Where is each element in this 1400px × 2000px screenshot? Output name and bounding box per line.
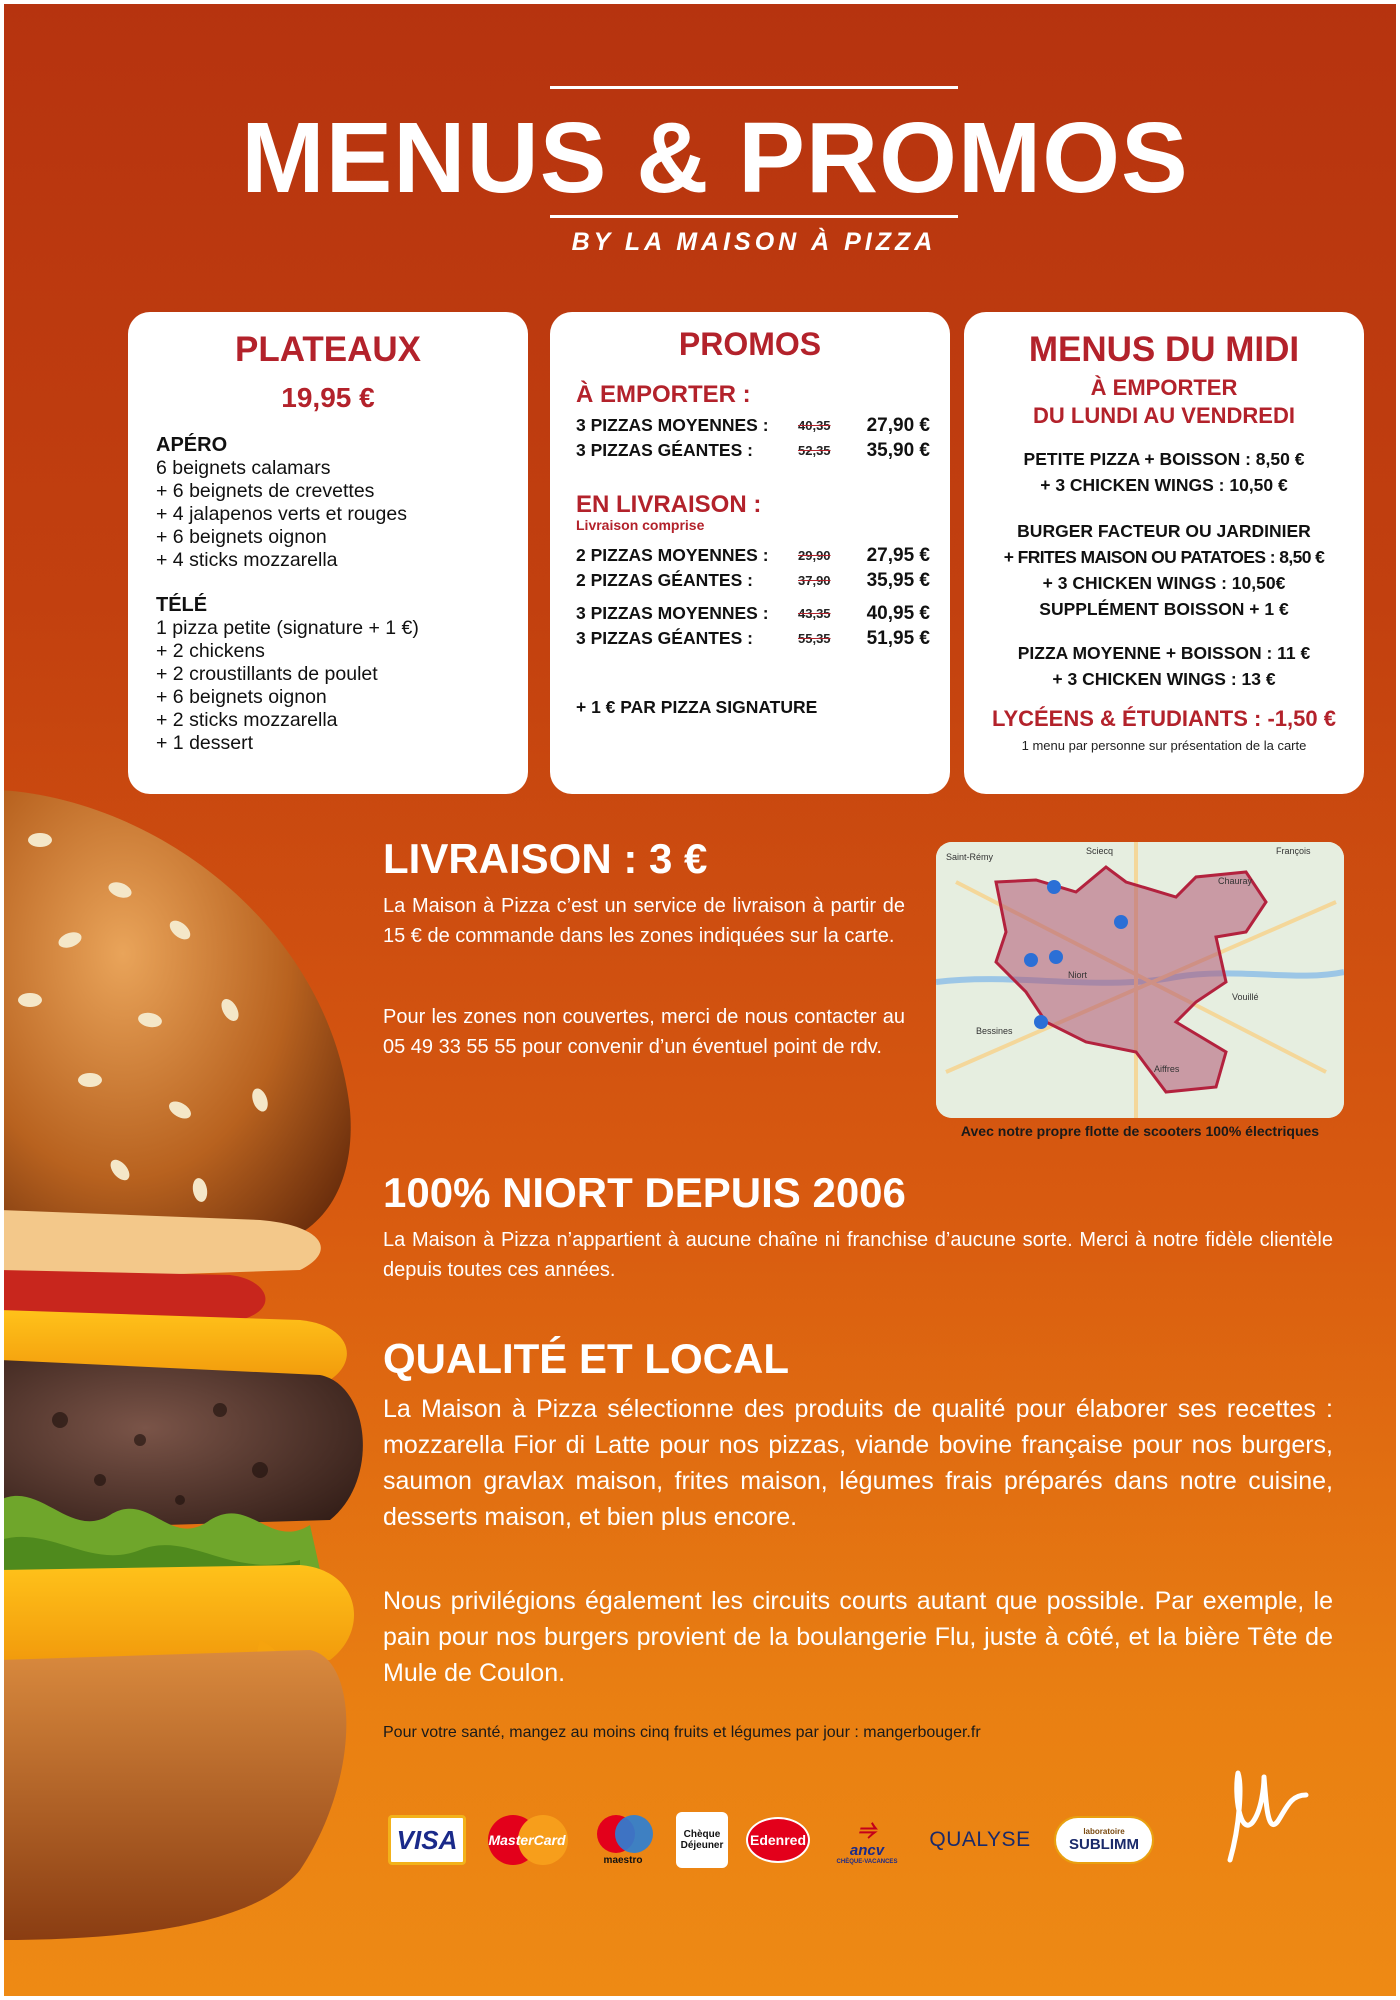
payment-logos xyxy=(388,1808,1154,1872)
promo-new-price: 40,95 € xyxy=(866,602,930,624)
promo-label: 3 PIZZAS GÉANTES : xyxy=(576,440,753,460)
edenred-logo xyxy=(746,1817,810,1863)
promo-row xyxy=(576,626,930,651)
qualite-paragraph-2: Nous privilégions également les circuits courts autant que possible. Par exemple, le pain pour nos burgers provient de la boulangerie Flu, juste à côté, et la bière Tête de Mule de Coulon. xyxy=(383,1587,1333,1687)
midi-sub-days: DU LUNDI AU VENDREDI xyxy=(1033,403,1295,428)
maestro-logo-text: maestro xyxy=(603,1854,643,1866)
promos-livraison-label: EN LIVRAISON : xyxy=(576,491,762,518)
plateaux-card xyxy=(128,312,528,794)
midi-student-note: 1 menu par personne sur présentation de la carte xyxy=(1021,738,1307,753)
delivery-map[interactable] xyxy=(936,842,1344,1118)
plateaux-item: 6 beignets calamars xyxy=(156,457,331,479)
promo-row xyxy=(576,543,930,568)
promo-new-price: 51,95 € xyxy=(866,627,930,649)
signature-logo xyxy=(1220,1765,1310,1865)
midi-line: + 3 CHICKEN WINGS : 10,50 € xyxy=(1040,475,1288,495)
promo-row xyxy=(576,601,930,626)
plateaux-section-name: APÉRO xyxy=(156,434,228,456)
midi-line: BURGER FACTEUR OU JARDINIER xyxy=(1017,521,1311,541)
sublimm-logo-subtext: laboratoire xyxy=(1083,1827,1125,1836)
map-label: Sciecq xyxy=(1086,846,1114,856)
midi-student-promo: LYCÉENS & ÉTUDIANTS : -1,50 € xyxy=(992,706,1336,731)
midi-block xyxy=(964,640,1364,692)
plateaux-price: 19,95 € xyxy=(281,382,375,413)
plateaux-item: + 4 jalapenos verts et rouges xyxy=(156,503,407,525)
promo-old-price: 29,90 xyxy=(798,548,831,563)
promos-card xyxy=(550,312,950,794)
cheque-dejeuner-logo-text: Chèque Déjeuner xyxy=(680,1829,724,1851)
page-title: MENUS & PROMOS xyxy=(241,102,1189,214)
promos-emporter-label: À EMPORTER : xyxy=(576,381,751,408)
midi-sub-emporter: À EMPORTER xyxy=(1090,375,1238,400)
promo-new-price: 35,90 € xyxy=(866,439,930,461)
plateaux-item: + 6 beignets oignon xyxy=(156,686,327,708)
midi-title: MENUS DU MIDI xyxy=(1028,330,1300,369)
livraison-paragraph-2: Pour les zones non couvertes, merci de nous contacter au 05 49 33 55 55 pour convenir d’un éventuel point de rdv. xyxy=(383,1006,905,1058)
plateaux-item: + 4 sticks mozzarella xyxy=(156,549,338,571)
cheque-dejeuner-logo xyxy=(676,1812,728,1868)
promo-old-price: 43,35 xyxy=(798,606,831,621)
midi-card xyxy=(964,312,1364,794)
ancv-logo xyxy=(828,1812,906,1868)
promo-label: 2 PIZZAS GÉANTES : xyxy=(576,570,753,590)
sublimm-logo-text: SUBLIMM xyxy=(1069,1836,1139,1853)
map-label: Aiffres xyxy=(1154,1064,1180,1074)
plateaux-item: + 6 beignets oignon xyxy=(156,526,327,548)
qualite-paragraph-1: La Maison à Pizza sélectionne des produits de qualité pour élaborer ses recettes : mozzarella Fior di Latte pour nos pizzas, viande bovine française pour nos burgers, saumon gravlax maison, frites maison, légumes frais préparés dans notre cuisine, desserts maison, et bien plus encore. xyxy=(383,1395,1333,1531)
midi-line: SUPPLÉMENT BOISSON + 1 € xyxy=(1039,599,1289,619)
promo-row xyxy=(576,438,930,463)
promo-label: 3 PIZZAS MOYENNES : xyxy=(576,415,769,435)
promos-title: PROMOS xyxy=(678,326,822,362)
niort-title: 100% NIORT DEPUIS 2006 xyxy=(383,1169,906,1216)
promos-livraison-note: Livraison comprise xyxy=(576,517,705,533)
ancv-logo-text: ancv xyxy=(849,1841,885,1859)
visa-logo xyxy=(388,1815,466,1865)
midi-line: PETITE PIZZA + BOISSON : 8,50 € xyxy=(1023,449,1305,469)
promo-old-price: 37,90 xyxy=(798,573,831,588)
promo-new-price: 27,90 € xyxy=(866,414,930,436)
map-label: Vouillé xyxy=(1232,992,1259,1002)
promo-new-price: 35,95 € xyxy=(866,569,930,591)
promos-extra: + 1 € PAR PIZZA SIGNATURE xyxy=(576,697,818,717)
promo-new-price: 27,95 € xyxy=(866,544,930,566)
qualite-title: QUALITÉ ET LOCAL xyxy=(383,1335,789,1382)
promo-row xyxy=(576,413,930,438)
edenred-logo-text: Edenred xyxy=(749,1832,806,1848)
plateaux-item: + 6 beignets de crevettes xyxy=(156,480,375,502)
livraison-paragraph-1: La Maison à Pizza c’est un service de livraison à partir de 15 € de commande dans les zones indiquées sur la carte. xyxy=(383,895,905,947)
livraison-title: LIVRAISON : 3 € xyxy=(383,835,708,882)
promo-old-price: 55,35 xyxy=(798,631,831,646)
midi-line: + 3 CHICKEN WINGS : 10,50€ xyxy=(1042,573,1286,593)
map-caption: Avec notre propre flotte de scooters 100% électriques xyxy=(960,1123,1320,1139)
mastercard-logo xyxy=(484,1812,570,1868)
header-rule-top xyxy=(550,86,958,89)
promo-label: 3 PIZZAS GÉANTES : xyxy=(576,628,753,648)
plateaux-item: + 2 croustillants de poulet xyxy=(156,663,378,685)
plateaux-item: 1 pizza petite (signature + 1 €) xyxy=(156,617,419,639)
plateaux-item: + 2 sticks mozzarella xyxy=(156,709,338,731)
plateaux-title: PLATEAUX xyxy=(234,330,422,369)
promo-old-price: 52,35 xyxy=(798,443,831,458)
promo-row xyxy=(576,568,930,593)
map-label: Chauray xyxy=(1218,876,1253,886)
qualyse-logo xyxy=(924,1818,1036,1862)
qualyse-logo-text: QUALYSE xyxy=(929,1828,1031,1851)
map-label: Bessines xyxy=(976,1026,1013,1036)
midi-block xyxy=(964,446,1364,498)
health-notice: Pour votre santé, mangez au moins cinq fruits et légumes par jour : mangerbouger.fr xyxy=(383,1724,981,1741)
midi-line: + FRITES MAISON OU PATATOES : 8,50 € xyxy=(1003,547,1325,567)
midi-block xyxy=(964,518,1364,622)
map-label: François xyxy=(1276,846,1311,856)
ancv-bird-icon: ⥤ xyxy=(858,1815,876,1841)
visa-logo-text: VISA xyxy=(396,1824,458,1855)
plateaux-body xyxy=(128,434,528,755)
plateaux-item: + 2 chickens xyxy=(156,640,265,662)
plateaux-item: + 1 dessert xyxy=(156,732,254,754)
promo-label: 3 PIZZAS MOYENNES : xyxy=(576,603,769,623)
niort-paragraph: La Maison à Pizza n’appartient à aucune chaîne ni franchise d’aucune sorte. Merci à notre fidèle clientèle depuis toutes ces années. xyxy=(383,1229,1333,1281)
sublimm-logo xyxy=(1054,1816,1154,1864)
midi-line: + 3 CHICKEN WINGS : 13 € xyxy=(1052,669,1276,689)
promo-old-price: 40,35 xyxy=(798,418,831,433)
header-rule-bottom xyxy=(550,215,958,218)
map-label: Saint-Rémy xyxy=(946,852,994,862)
maestro-logo xyxy=(588,1808,658,1872)
page-subtitle: BY LA MAISON À PIZZA xyxy=(571,228,937,256)
plateaux-section-name: TÉLÉ xyxy=(156,594,208,616)
ancv-logo-subtext: CHÈQUE-VACANCES xyxy=(836,1858,898,1865)
promo-label: 2 PIZZAS MOYENNES : xyxy=(576,545,769,565)
map-label: Niort xyxy=(1068,970,1088,980)
mastercard-logo-text: MasterCard xyxy=(488,1832,566,1848)
midi-line: PIZZA MOYENNE + BOISSON : 11 € xyxy=(1017,643,1311,663)
burger-illustration xyxy=(0,780,380,1950)
